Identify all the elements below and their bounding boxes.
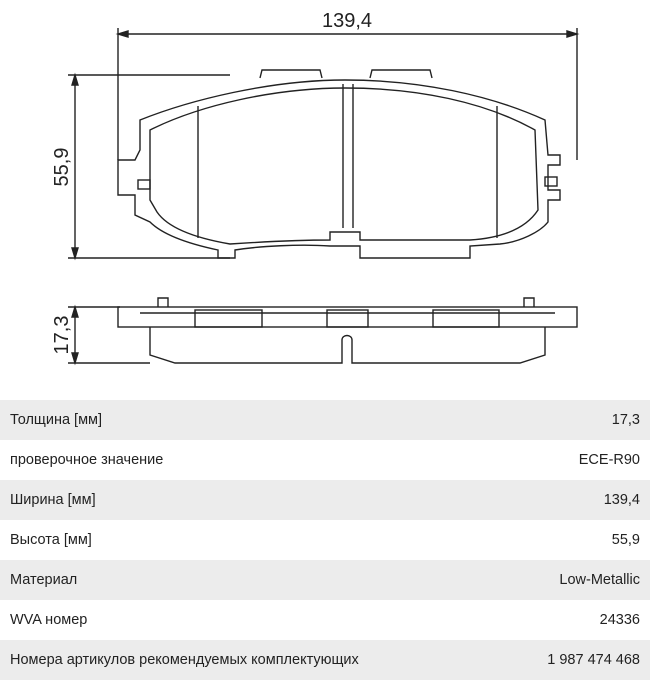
spec-value: 17,3 — [611, 412, 640, 428]
height-dimension — [68, 75, 230, 258]
spec-label: Номера артикулов рекомендуемых комплектующих — [10, 652, 359, 668]
width-dimension — [118, 28, 577, 160]
spec-label: Ширина [мм] — [10, 492, 96, 508]
spec-row-height — [0, 520, 650, 560]
thickness-dimension — [68, 307, 150, 363]
specs-table — [0, 400, 650, 680]
thickness-label: 17,3 — [51, 315, 73, 355]
spec-value: 24336 — [599, 612, 640, 628]
spec-row-wva — [0, 600, 650, 640]
spec-label: Материал — [10, 572, 78, 588]
height-label: 55,9 — [51, 147, 73, 187]
spec-value: 1 987 474 468 — [547, 652, 640, 668]
spec-row-thickness — [0, 400, 650, 440]
spec-value: Low-Metallic — [559, 572, 640, 588]
spec-value: ECE-R90 — [578, 452, 640, 468]
spec-label: проверочное значение — [10, 452, 164, 468]
spec-row-accessory-numbers — [0, 640, 650, 680]
pad-front-view — [118, 70, 560, 258]
spec-row-width — [0, 480, 650, 520]
pad-side-view — [118, 298, 577, 363]
spec-value: 55,9 — [611, 532, 640, 548]
spec-value: 139,4 — [603, 492, 640, 508]
spec-label: WVA номер — [10, 612, 88, 628]
width-label: 139,4 — [321, 10, 373, 32]
spec-label: Толщина [мм] — [10, 412, 103, 428]
spec-row-material — [0, 560, 650, 600]
spec-row-test-value — [0, 440, 650, 480]
spec-label: Высота [мм] — [10, 532, 92, 548]
